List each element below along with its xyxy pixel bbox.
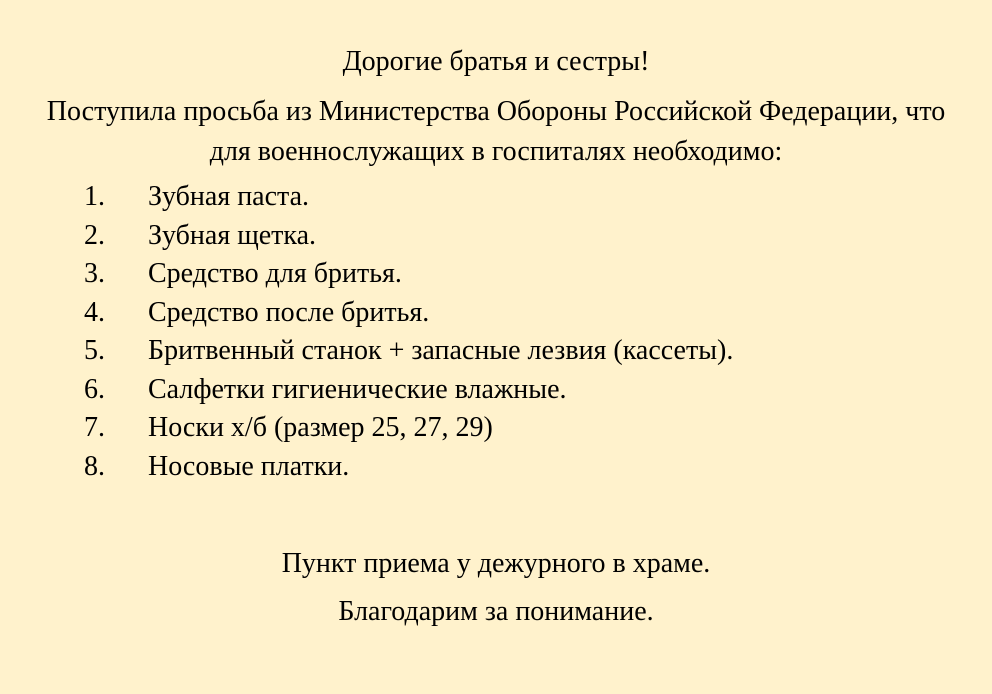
list-item	[84, 409, 944, 448]
list-item	[84, 178, 944, 217]
list-item	[84, 255, 944, 294]
list-item-text: Зубная щетка.	[148, 219, 317, 251]
list-item	[84, 217, 944, 256]
list-item-text: Средство для бритья.	[148, 258, 402, 289]
list-item-number: 2.	[84, 219, 105, 251]
list-item-number: 8.	[84, 450, 105, 482]
greeting-heading: Дорогие братья и сестры!	[342, 46, 650, 77]
list-item	[84, 371, 944, 410]
list-item	[84, 294, 944, 333]
thanks-text: Благодарим за понимание.	[338, 596, 654, 627]
list-item-text: Средство после бритья.	[148, 296, 430, 328]
list-item-text: Носовые платки.	[148, 450, 350, 482]
list-item-number: 1.	[84, 181, 105, 212]
list-item-number: 4.	[84, 296, 105, 328]
list-item	[84, 332, 944, 371]
list-item	[84, 448, 944, 487]
list-item-number: 5.	[84, 335, 105, 366]
list-item-text: Салфетки гигиенические влажные.	[148, 373, 567, 405]
list-item-text: Бритвенный станок + запасные лезвия (кассеты).	[148, 335, 734, 366]
list-item-text: Носки х/б (размер 25, 27, 29)	[148, 412, 493, 443]
list-item-number: 6.	[84, 373, 105, 405]
list-item-text: Зубная паста.	[148, 181, 310, 212]
needed-items-list	[84, 178, 944, 486]
intro-paragraph: Поступила просьба из Министерства Обороны Российской Федерации, что для военнослужащих в госпиталях необходимо:	[46, 96, 946, 167]
list-item-number: 7.	[84, 412, 105, 443]
collection-point-text: Пункт приема у дежурного в храме.	[281, 548, 711, 579]
list-item-number: 3.	[84, 258, 105, 289]
